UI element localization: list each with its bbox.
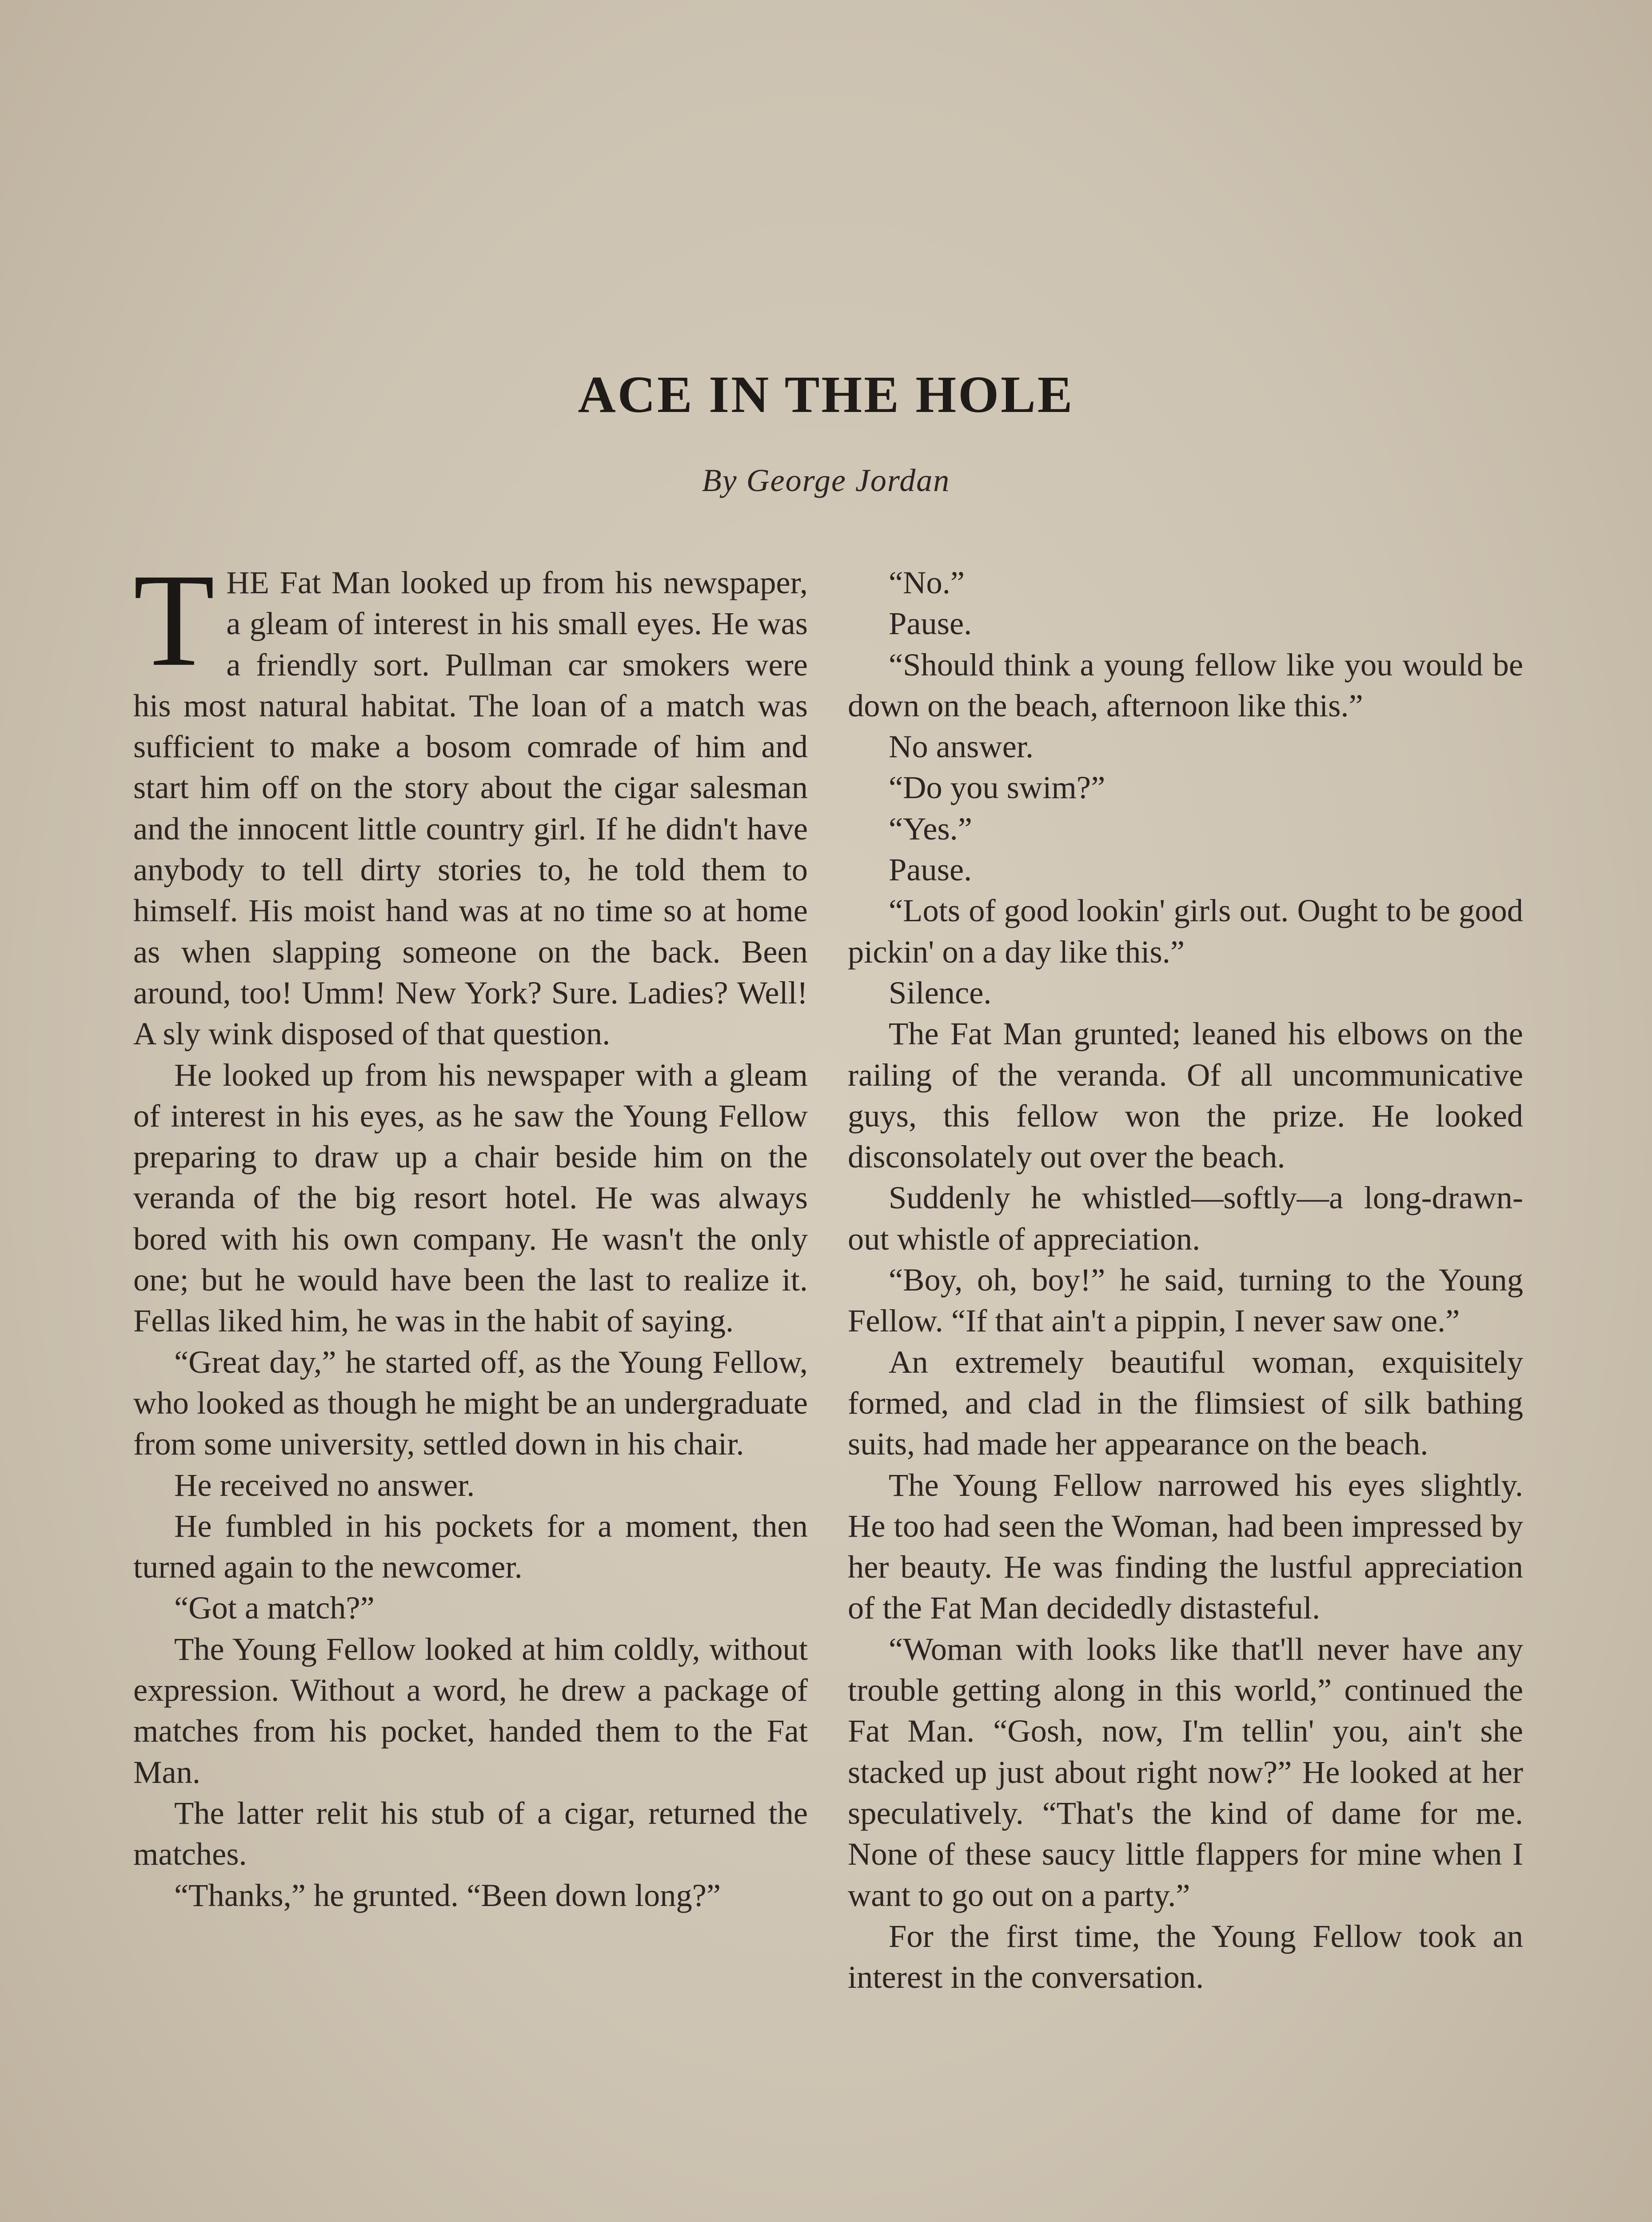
paragraph: Pause.: [889, 605, 972, 642]
left-column: [133, 546, 808, 1916]
paragraph: Suddenly he whistled—softly—a long-drawn-out whistle of appreciation.: [848, 1179, 1523, 1257]
paragraph: For the first time, the Young Fellow took an interest in the conversation.: [848, 1918, 1523, 1995]
paragraph: Silence.: [889, 974, 992, 1011]
paragraph: “Should think a young fellow like you would be down on the beach, afternoon like this.”: [848, 646, 1523, 723]
paragraph: He fumbled in his pockets for a moment, then turned again to the newcomer.: [133, 1507, 808, 1585]
paragraph: “Thanks,” he grunted. “Been down long?”: [174, 1877, 721, 1913]
paragraph: The Young Fellow narrowed his eyes slightly. He too had seen the Woman, had been impressed by her beauty. He was finding the lustful appreciation of the Fat Man decidedly distasteful.: [848, 1467, 1523, 1626]
paragraph: “Woman with looks like that'll never have any trouble getting along in this world,” continued the Fat Man. “Gosh, now, I'm tellin' you, ain't she stacked up just about right now?” He looked at her speculatively. “That's the kind of dame for me. None of these saucy little flappers for mine when I want to go out on a party.”: [848, 1631, 1523, 1913]
paragraph: “Lots of good lookin' girls out. Ought to be good pickin' on a day like this.”: [848, 892, 1523, 970]
paragraph: The latter relit his stub of a cigar, returned the matches.: [133, 1794, 808, 1872]
paragraph: The Young Fellow looked at him coldly, without expression. Without a word, he drew a package of matches from his pocket, handed them to the Fat Man.: [133, 1631, 808, 1790]
paragraph: “Do you swim?”: [889, 769, 1105, 806]
paragraph: “No.”: [889, 564, 965, 600]
paragraph: An extremely beautiful woman, exquisitely formed, and clad in the flimsiest of silk bathing suits, had made her appearance on the beach.: [848, 1343, 1523, 1462]
paragraph: “Yes.”: [889, 810, 972, 847]
paragraph: “Got a match?”: [174, 1590, 375, 1626]
opening-paragraph: [133, 546, 808, 1055]
paragraph: “Boy, oh, boy!” he said, turning to the Young Fellow. “If that ain't a pippin, I never saw one.”: [848, 1262, 1523, 1339]
paragraph: The Fat Man grunted; leaned his elbows on the railing of the veranda. Of all uncommunicative guys, this fellow won the prize. He looked disconsolately out over the beach.: [848, 1015, 1523, 1175]
right-column: [848, 562, 1523, 1998]
author-byline: By George Jordan: [702, 463, 950, 498]
story-title: ACE IN THE HOLE: [578, 365, 1074, 424]
paragraph: “Great day,” he started off, as the Young Fellow, who looked as though he might be an undergraduate from some university, settled down in his chair.: [133, 1343, 808, 1462]
paragraph: He received no answer.: [174, 1467, 475, 1503]
paragraph: He looked up from his newspaper with a gleam of interest in his eyes, as he saw the Young Fellow preparing to draw up a chair beside him on the veranda of the big resort hotel. He was always bored with his own company. He wasn't the only one; but he would have been the last to realize it. Fellas liked him, he was in the habit of saying.: [133, 1056, 808, 1339]
drop-cap: T: [133, 546, 215, 694]
paragraph: No answer.: [889, 728, 1034, 765]
paragraph: Pause.: [889, 851, 972, 888]
opening-paragraph-text: HE Fat Man looked up from his newspaper, a gleam of interest in his small eyes. He was a friendly sort. Pullman car smokers were his most natural habitat. The loan of a match was sufficient to make a bosom comrade of him and start him off on the story about the cigar salesman and the innocent little country girl. If he didn't have anybody to tell dirty stories to, he told them to himself. His moist hand was at no time so at home as when slapping someone on the back. Been around, too! Umm! New York? Sure. Ladies? Well! A sly wink disposed of that question.: [133, 564, 808, 1052]
